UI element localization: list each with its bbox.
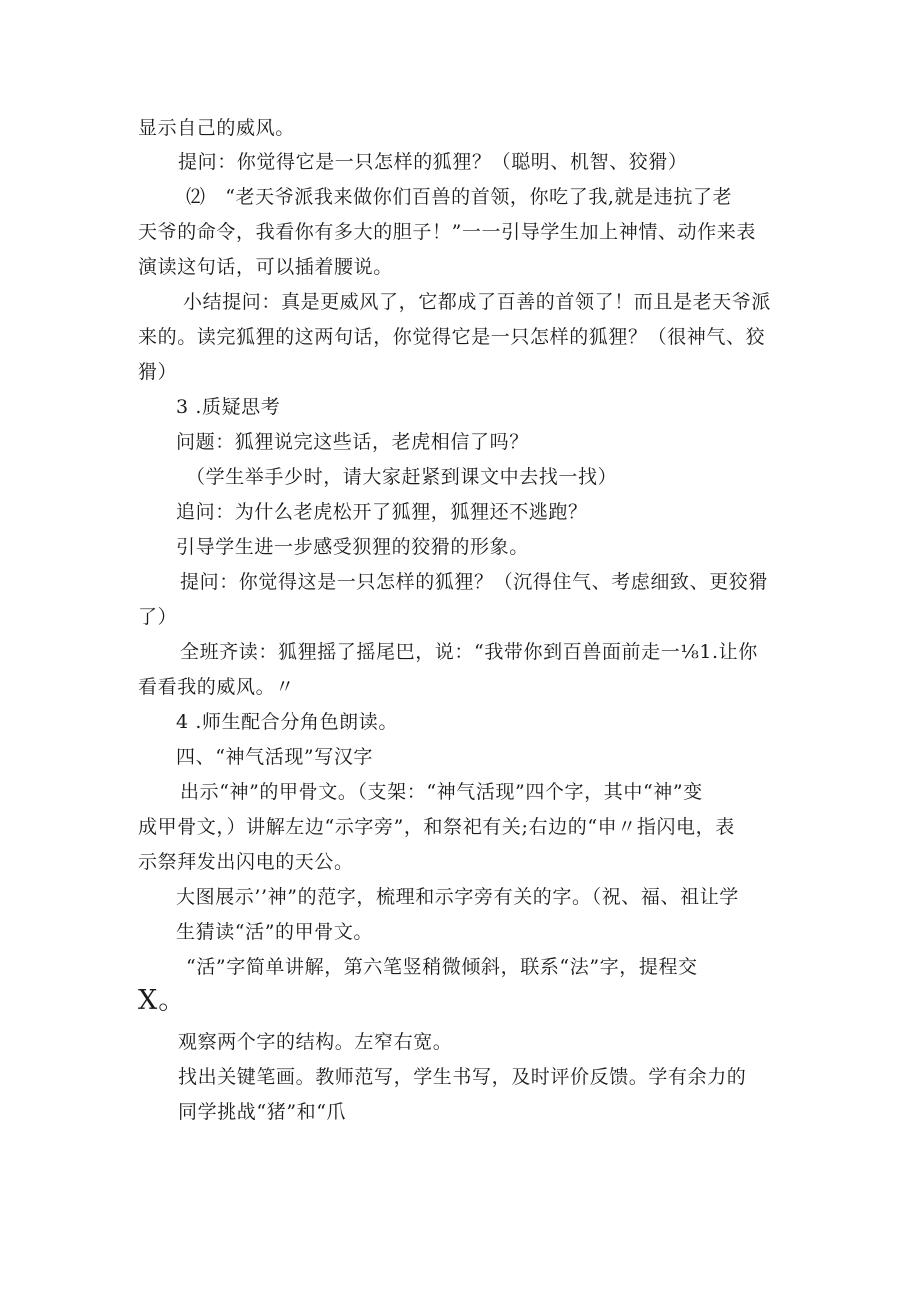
text-line: 来的。读完狐狸的这两句话，你觉得它是一只怎样的狐狸？（很神气、狡 <box>138 326 766 348</box>
text-line: ⑵ “老天爷派我来做你们百兽的首领，你吃了我,就是违抗了老 <box>186 186 733 208</box>
text-line: 提问：你觉得这是一只怎样的狐狸？（沉得住气、考虑细致、更狡猾 <box>180 571 769 593</box>
text-line: 同学挑战“猪”和“爪 <box>178 1101 347 1123</box>
text-line: 天爷的命令，我看你有多大的胆子！”一一引导学生加上神情、动作来表 <box>138 221 756 243</box>
text-line: 猾） <box>138 361 178 383</box>
text-line: 找出关键笔画。教师范写，学生书写，及时评价反馈。学有余力的 <box>178 1066 747 1088</box>
text-line: 显示自己的威风。 <box>138 117 295 139</box>
text-line: “活”字简单讲解，第六笔竖稍微倾斜，联系“法”字，提程交 <box>186 956 698 978</box>
text-line: 演读这句话，可以插着腰说。 <box>138 256 393 278</box>
text-line: （学生举手少时，请大家赶紧到课文中去找一找） <box>186 466 618 488</box>
section-heading: 四、“神气活现”写汉字 <box>176 746 374 768</box>
text-line: 成甲骨文，）讲解左边“示字旁”，和祭祀有关;右边的“申〃指闪电，表 <box>138 816 735 838</box>
text-line: X。 <box>138 985 187 1016</box>
text-line: 问题：狐狸说完这些话，老虎相信了吗？ <box>176 431 529 453</box>
text-line: 提问：你觉得它是一只怎样的狐狸？（聪明、机智、狡猾） <box>178 151 688 173</box>
section-heading: 3 .质疑思考 <box>176 396 281 418</box>
text-line: 生猜读“活”的甲骨文。 <box>176 921 374 943</box>
text-line: 追问：为什么老虎松开了狐狸，狐狸还不逃跑？ <box>176 501 588 523</box>
text-line: 出示“神”的甲骨文。（支架：“神气活现”四个字，其中“神”变 <box>180 781 703 803</box>
text-line: 全班齐读：狐狸摇了摇尾巴，说：“我带你到百兽面前走一⅛1.让你 <box>180 641 758 663</box>
text-line: 引导学生进一步感受狈狸的狡猾的形象。 <box>176 536 529 558</box>
text-line: 小结提问：真是更威风了，它都成了百善的首领了！而且是老天爷派 <box>183 291 772 313</box>
section-heading: 4 .师生配合分角色朗读。 <box>176 711 398 733</box>
text-line: 观察两个字的结构。左窄右宽。 <box>178 1031 453 1053</box>
text-line: 示祭拜发出闪电的天公。 <box>138 851 354 873</box>
text-line: 看看我的威风。〃 <box>138 676 295 698</box>
text-line: 了） <box>138 606 178 628</box>
text-line: 大图展示’’神”的范字，梳理和示字旁有关的字。（祝、福、祖让学 <box>176 886 739 908</box>
